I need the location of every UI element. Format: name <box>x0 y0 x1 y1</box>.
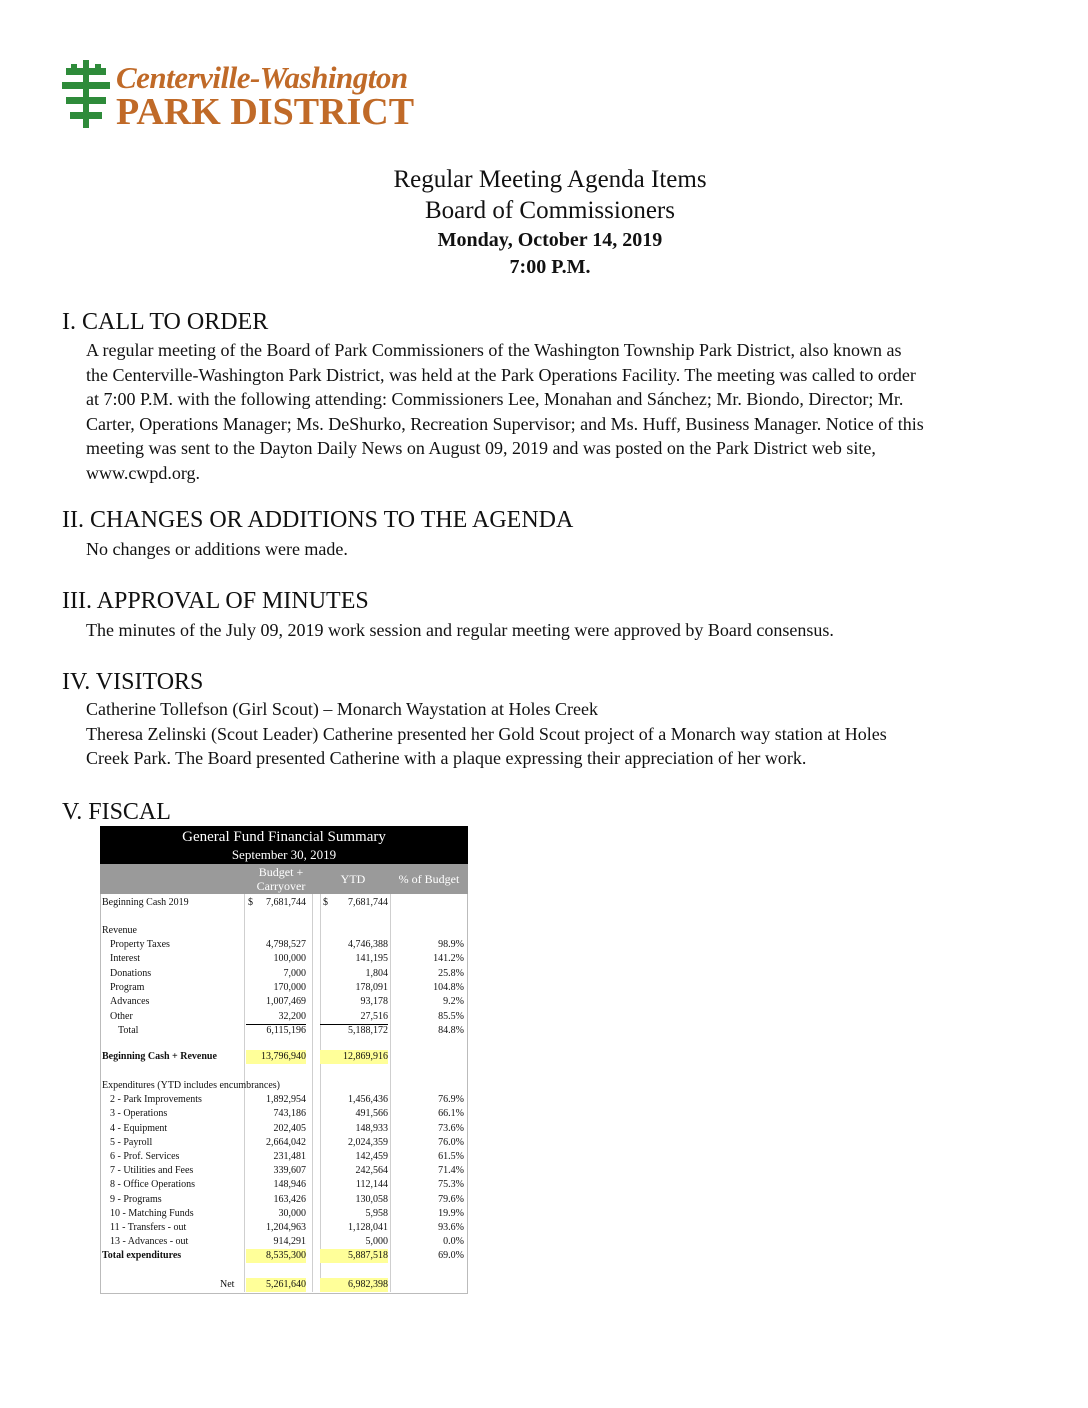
ytd-cell: 93,178 <box>360 996 388 1008</box>
ytd-cell: 148,933 <box>355 1122 388 1134</box>
document-subtitle: Board of Commissioners <box>425 197 675 224</box>
meeting-time: 7:00 P.M. <box>509 256 591 278</box>
row-label: Property Taxes <box>110 939 170 950</box>
pct-cell: 141.2% <box>433 953 464 965</box>
paragraph-line: No changes or additions were made. <box>86 539 348 559</box>
paragraph-line: meeting was sent to the Dayton Daily News on August 09, 2019 and was posted on the Park District web site, <box>86 438 876 458</box>
budget-cell: 2,664,042 <box>266 1136 306 1148</box>
pine-tree-logo-icon <box>62 60 110 128</box>
paragraph-line: A regular meeting of the Board of Park Commissioners of the Washington Township Park District, also known as <box>86 340 902 360</box>
ytd-cell: 178,091 <box>355 981 388 993</box>
pct-cell: 9.2% <box>443 996 464 1008</box>
beginning-cash-row <box>100 896 468 910</box>
pct-cell: 79.6% <box>438 1193 464 1205</box>
row-label: 13 - Advances - out <box>110 1236 189 1248</box>
expenditure-row <box>100 1122 468 1136</box>
park-district-logo <box>62 60 432 132</box>
paragraph-line: Theresa Zelinski (Scout Leader) Catherine presented her Gold Scout project of a Monarch way station at Holes <box>86 723 887 744</box>
pct-cell: 73.6% <box>438 1122 464 1134</box>
ytd-cell: 142,459 <box>355 1151 388 1162</box>
section-changes-title: II. CHANGES OR ADDITIONS TO THE AGENDA <box>62 507 574 533</box>
budget-cell: 5,261,640 <box>246 1278 306 1292</box>
table-date: September 30, 2019 <box>231 847 337 862</box>
budget-cell: 1,007,469 <box>266 996 306 1008</box>
table-title-band <box>100 826 468 864</box>
budget-cell: 7,000 <box>283 967 306 979</box>
expenditure-row <box>100 1107 468 1121</box>
row-label: Interest <box>110 953 140 965</box>
pct-cell: 71.4% <box>438 1165 464 1177</box>
expenditure-row <box>100 1150 468 1164</box>
section-fiscal-title: V. FISCAL <box>62 799 171 825</box>
row-label: 6 - Prof. Services <box>110 1151 180 1162</box>
meeting-date: Monday, October 14, 2019 <box>437 229 663 251</box>
paragraph-line: at 7:00 P.M. with the following attending: Commissioners Lee, Monahan and Sánchez; Mr. Biondo, Director; Mr. <box>86 389 904 409</box>
row-label: Net <box>220 1279 235 1290</box>
ytd-cell: 242,564 <box>355 1165 388 1177</box>
ytd-cell: 1,456,436 <box>348 1094 388 1106</box>
ytd-cell: 6,982,398 <box>320 1278 388 1292</box>
paragraph-line: Carter, Operations Manager; Ms. DeShurko, Recreation Supervisor; and Ms. Huff, Business Manager. Notice of this <box>86 413 924 434</box>
expenditure-row <box>100 1093 468 1107</box>
ytd-cell: 5,958 <box>365 1207 388 1219</box>
col-header-budget: Budget + <box>258 865 304 879</box>
expenditure-row <box>100 1193 468 1207</box>
row-label: 8 - Office Operations <box>110 1179 196 1191</box>
document-title: Regular Meeting Agenda Items <box>393 166 707 193</box>
pct-cell: 19.9% <box>438 1207 464 1219</box>
ytd-cell: 5,188,172 <box>348 1024 388 1036</box>
section-visitors-title: IV. VISITORS <box>62 669 204 695</box>
budget-cell: 914,291 <box>246 1235 306 1250</box>
cash-plus-revenue-row <box>100 1050 468 1064</box>
revenue-row <box>100 995 468 1009</box>
pct-cell: 84.8% <box>438 1024 464 1036</box>
logo-line-1: Centerville-Washington <box>116 60 408 95</box>
ytd-cell: 1,804 <box>365 967 388 979</box>
row-label: Beginning Cash 2019 <box>102 897 189 908</box>
ytd-cell: 1,128,041 <box>348 1222 388 1233</box>
pct-cell: 104.8% <box>433 981 464 993</box>
ytd-cell: 112,144 <box>355 1179 388 1191</box>
budget-cell: 4,798,527 <box>266 939 306 950</box>
budget-cell: 30,000 <box>278 1207 306 1219</box>
budget-cell: 231,481 <box>273 1151 306 1162</box>
ytd-cell: 4,746,388 <box>348 939 388 950</box>
budget-cell: 32,200 <box>246 1010 306 1025</box>
budget-cell: 339,607 <box>273 1165 306 1177</box>
ytd-cell: 491,566 <box>355 1108 388 1120</box>
row-label: 11 - Transfers - out <box>110 1222 187 1233</box>
budget-cell: 170,000 <box>273 981 306 993</box>
section-minutes-body <box>86 618 1031 643</box>
row-label: Total expenditures <box>102 1250 182 1262</box>
revenue-total-row <box>100 1024 468 1038</box>
expenditure-row <box>100 1136 468 1150</box>
pct-cell: 69.0% <box>438 1250 464 1262</box>
row-label: 7 - Utilities and Fees <box>110 1165 194 1177</box>
logo-line-2: PARK DISTRICT <box>116 91 415 133</box>
net-row <box>100 1278 468 1292</box>
budget-cell: 7,681,744 <box>266 897 306 908</box>
pct-cell: 76.9% <box>438 1094 464 1106</box>
row-label: 5 - Payroll <box>110 1136 153 1148</box>
expenditures-total-row <box>100 1249 468 1263</box>
budget-cell: 202,405 <box>273 1122 306 1134</box>
section-call-to-order-body <box>86 338 1031 485</box>
pct-cell: 66.1% <box>438 1108 464 1120</box>
pct-cell: 75.3% <box>438 1179 464 1191</box>
col-header-pct: % of Budget <box>398 872 460 886</box>
paragraph-line: Catherine Tollefson (Girl Scout) – Monarch Waystation at Holes Creek <box>86 699 599 719</box>
section-minutes-title: III. APPROVAL OF MINUTES <box>62 588 369 614</box>
pct-cell: 85.5% <box>438 1010 464 1022</box>
col-header-carryover: Carryover <box>256 879 306 893</box>
row-label: Total <box>118 1024 139 1036</box>
expenditure-row <box>100 1178 468 1192</box>
section-call-to-order-title: I. CALL TO ORDER <box>62 309 269 335</box>
row-label: Revenue <box>102 925 137 936</box>
paragraph-line: Creek Park. The Board presented Catherine with a plaque expressing their appreciation of her work. <box>86 748 807 768</box>
row-label: 10 - Matching Funds <box>110 1207 194 1219</box>
currency-symbol: $ <box>323 897 328 908</box>
pct-cell: 93.6% <box>438 1222 464 1233</box>
row-label: Other <box>110 1010 133 1022</box>
ytd-cell: 5,000 <box>320 1235 388 1250</box>
budget-cell: 8,535,300 <box>246 1249 306 1263</box>
ytd-cell: 2,024,359 <box>348 1136 388 1148</box>
expenditure-row <box>100 1164 468 1178</box>
ytd-cell: 12,869,916 <box>320 1050 388 1064</box>
pct-cell: 61.5% <box>438 1151 464 1162</box>
paragraph-line: The minutes of the July 09, 2019 work session and regular meeting were approved by Board consensus. <box>86 620 834 640</box>
row-label: 3 - Operations <box>110 1108 168 1120</box>
ytd-cell: 141,195 <box>355 953 388 965</box>
pct-cell: 0.0% <box>443 1236 464 1248</box>
row-label: Program <box>110 981 145 993</box>
general-fund-financial-summary <box>100 826 468 1294</box>
currency-symbol: $ <box>248 897 253 908</box>
row-label: 4 - Equipment <box>110 1122 168 1134</box>
row-label: 2 - Park Improvements <box>110 1094 202 1106</box>
table-column-headers <box>100 864 468 894</box>
row-label: Donations <box>110 967 152 979</box>
expenditure-row <box>100 1235 468 1249</box>
ytd-cell: 7,681,744 <box>348 897 388 908</box>
budget-cell: 6,115,196 <box>266 1024 306 1036</box>
revenue-row <box>100 967 468 981</box>
revenue-row <box>100 981 468 995</box>
expenditure-row <box>100 1207 468 1221</box>
pct-cell: 98.9% <box>438 939 464 950</box>
revenue-row <box>100 1010 468 1024</box>
section-visitors-body <box>86 697 1031 771</box>
revenue-heading-row <box>100 924 468 938</box>
budget-cell: 100,000 <box>273 953 306 965</box>
budget-cell: 1,204,963 <box>266 1222 306 1233</box>
section-changes-body <box>86 537 1031 562</box>
row-label: Advances <box>110 996 150 1008</box>
expenditure-row <box>100 1221 468 1235</box>
budget-cell: 163,426 <box>273 1193 306 1205</box>
table-title: General Fund Financial Summary <box>182 829 386 845</box>
row-label: Beginning Cash + Revenue <box>102 1051 217 1062</box>
expenditures-heading-row <box>100 1079 468 1093</box>
pct-cell: 76.0% <box>438 1136 464 1148</box>
paragraph-line: the Centerville-Washington Park District, was held at the Park Operations Facility. The meeting was called to order <box>86 364 916 385</box>
budget-cell: 743,186 <box>273 1108 306 1120</box>
website-link[interactable]: www.cwpd.org. <box>86 462 200 483</box>
budget-cell: 148,946 <box>273 1179 306 1191</box>
revenue-row <box>100 952 468 966</box>
ytd-cell: 5,887,518 <box>320 1249 388 1263</box>
budget-cell: 13,796,940 <box>246 1050 306 1064</box>
row-label: 9 - Programs <box>110 1193 162 1205</box>
revenue-row <box>100 938 468 952</box>
ytd-cell: 27,516 <box>320 1010 388 1025</box>
ytd-cell: 130,058 <box>355 1193 388 1205</box>
budget-cell: 1,892,954 <box>266 1094 306 1106</box>
row-label: Expenditures (YTD includes encumbrances) <box>102 1080 280 1091</box>
pct-cell: 25.8% <box>438 967 464 979</box>
col-header-ytd: YTD <box>340 872 366 886</box>
